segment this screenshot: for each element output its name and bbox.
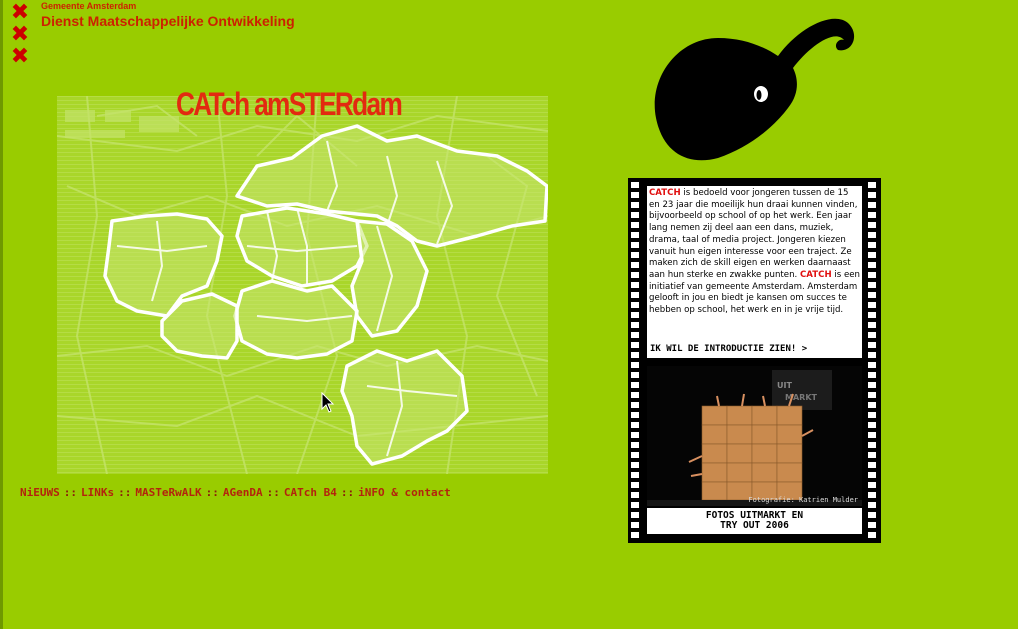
film-strip-panel — [628, 178, 881, 543]
description-text-2: is een initiatief van gemeente Amsterdam. Amsterdam gelooft in jou en biedt je kansen om succes te hebben op school, het werk en in je vrije tijd. — [649, 269, 861, 316]
nav-separator: :: — [118, 486, 132, 499]
mouse-cursor-icon — [321, 392, 335, 418]
organisation-header — [41, 0, 295, 30]
cross-icon: ✖ — [10, 0, 30, 25]
amsterdam-district-map[interactable] — [57, 96, 548, 474]
cross-icon: ✖ — [10, 22, 30, 47]
nav-separator: :: — [266, 486, 280, 499]
nav-link-agenda[interactable]: AGenDA — [222, 486, 263, 499]
department-name: Dienst Maatschappelijke Ontwikkeling — [41, 13, 295, 29]
catch-word: CATCH — [649, 188, 681, 198]
map-title: CATch amSTERdam — [176, 86, 402, 122]
municipality-name: Gemeente Amsterdam — [41, 1, 137, 11]
nav-link-catch-b4[interactable]: CATch B4 — [283, 486, 337, 499]
svg-text:UIT: UIT — [777, 381, 792, 390]
film-perforations-left — [631, 182, 641, 542]
photos-link-line2: TRY OUT 2006 — [720, 520, 789, 531]
cross-icon: ✖ — [10, 44, 30, 69]
photo-credit: Fotografie: Katrien Mulder — [748, 496, 858, 504]
nav-separator: :: — [205, 486, 219, 499]
nav-separator: :: — [340, 486, 355, 499]
catch-word: CATCH — [800, 269, 832, 280]
left-border — [0, 0, 3, 629]
intro-link[interactable]: IK WIL DE INTRODUCTIE ZIEN! > — [647, 340, 862, 358]
photos-link-line1: FOTOS UITMARKT EN — [705, 510, 804, 521]
cat-logo-icon — [648, 8, 856, 168]
nav-link-nieuws[interactable]: NiEUWS — [20, 486, 60, 499]
amsterdam-crosses-logo — [10, 2, 30, 68]
nav-separator: :: — [63, 486, 77, 499]
nav-link-masterwalk[interactable]: MASTeRwALK — [135, 486, 202, 499]
svg-text:MARKT: MARKT — [785, 393, 817, 402]
nav-link-links[interactable]: LINKs — [81, 486, 115, 499]
stage-photo[interactable] — [647, 366, 862, 506]
main-navigation — [20, 486, 451, 499]
photos-link[interactable] — [647, 508, 862, 534]
description-text-1: is bedoeld voor jongeren tussen de 15 en 23 jaar die moeilijk hun draai kunnen vinden, bijvoorbeeld op school of op het werk. Een jaar lang nemen zij deel aan een dans, muziek, drama, taal of media project. Jongeren kiezen vanuit hun eigen interesse voor een traject. Ze maken zich de skill eigen en werken daarnaast aan hun sterke en zwakke punten. — [649, 188, 858, 280]
stage-photo-image — [647, 366, 862, 506]
nav-link-info-contact[interactable]: iNFO & contact — [358, 486, 451, 499]
catch-description — [647, 186, 862, 358]
film-perforations-right — [868, 182, 878, 542]
